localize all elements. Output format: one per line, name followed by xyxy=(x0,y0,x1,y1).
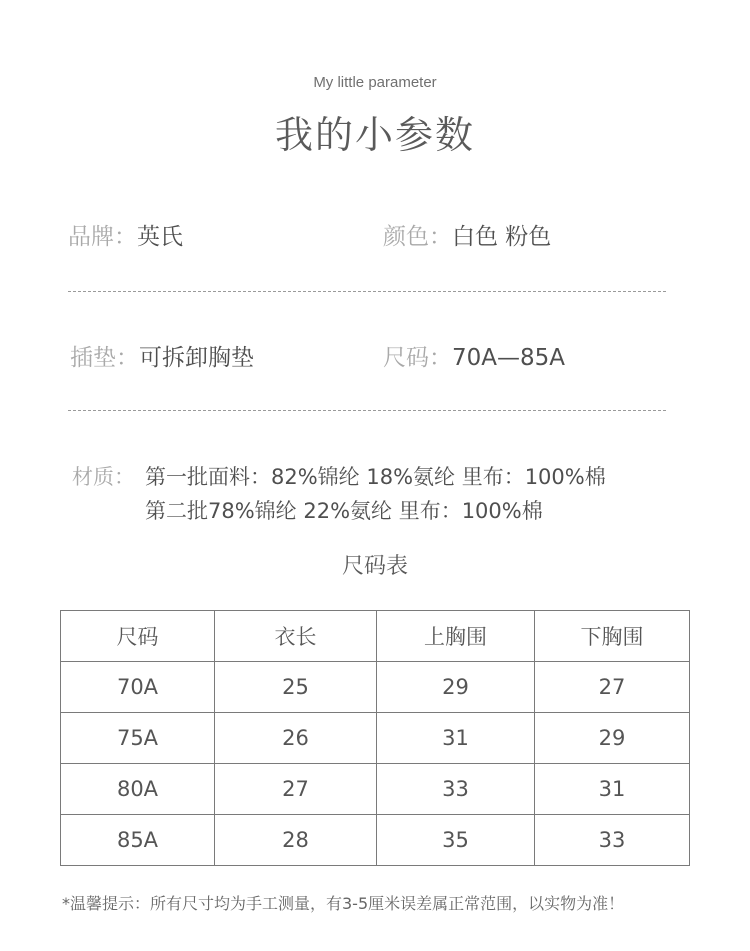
param-pad-label: 插垫： xyxy=(70,345,139,371)
table-cell: 80A xyxy=(61,764,215,815)
table-header-row xyxy=(61,611,690,662)
table-cell: 33 xyxy=(377,764,535,815)
param-size-value: 70A—85A xyxy=(452,345,566,371)
measurement-note: *温馨提示：所有尺寸均为手工测量，有3-5厘米误差属正常范围，以实物为准！ xyxy=(62,894,625,913)
table-cell: 28 xyxy=(215,815,377,866)
table-header-cell: 下胸围 xyxy=(535,611,690,662)
divider xyxy=(68,410,666,411)
table-cell: 75A xyxy=(61,713,215,764)
param-color-label: 颜色： xyxy=(383,224,452,250)
param-material-line1: 第一批面料：82%锦纶 18%氨纶 里布：100%棉 xyxy=(145,465,606,489)
param-size xyxy=(383,339,565,372)
table-cell: 27 xyxy=(215,764,377,815)
table-cell: 29 xyxy=(377,662,535,713)
table-cell: 25 xyxy=(215,662,377,713)
divider xyxy=(68,291,666,292)
table-cell: 85A xyxy=(61,815,215,866)
size-table-title: 尺码表 xyxy=(341,554,408,579)
table-header-cell: 上胸围 xyxy=(377,611,535,662)
table-header-cell: 尺码 xyxy=(61,611,215,662)
table-row xyxy=(61,713,690,764)
param-material-label: 材质： xyxy=(72,465,135,489)
table-header-cell: 衣长 xyxy=(215,611,377,662)
page-subtitle: My little parameter xyxy=(313,74,437,91)
table-cell: 27 xyxy=(535,662,690,713)
param-pad-value: 可拆卸胸垫 xyxy=(139,345,254,371)
table-cell: 31 xyxy=(535,764,690,815)
table-row xyxy=(61,764,690,815)
size-table xyxy=(60,610,690,866)
table-cell: 29 xyxy=(535,713,690,764)
param-size-label: 尺码： xyxy=(383,345,452,371)
param-pad xyxy=(70,339,254,372)
param-brand-value: 英氏 xyxy=(137,224,183,250)
table-cell: 35 xyxy=(377,815,535,866)
page-title: 我的小参数 xyxy=(274,113,475,157)
param-color-value: 白色 粉色 xyxy=(452,224,552,250)
table-cell: 70A xyxy=(61,662,215,713)
table-row xyxy=(61,815,690,866)
table-cell: 31 xyxy=(377,713,535,764)
param-brand-label: 品牌： xyxy=(68,224,137,250)
param-material-line2: 第二批78%锦纶 22%氨纶 里布：100%棉 xyxy=(145,499,543,523)
table-cell: 33 xyxy=(535,815,690,866)
param-color xyxy=(383,218,551,251)
table-cell: 26 xyxy=(215,713,377,764)
table-row xyxy=(61,662,690,713)
param-brand xyxy=(68,218,183,251)
